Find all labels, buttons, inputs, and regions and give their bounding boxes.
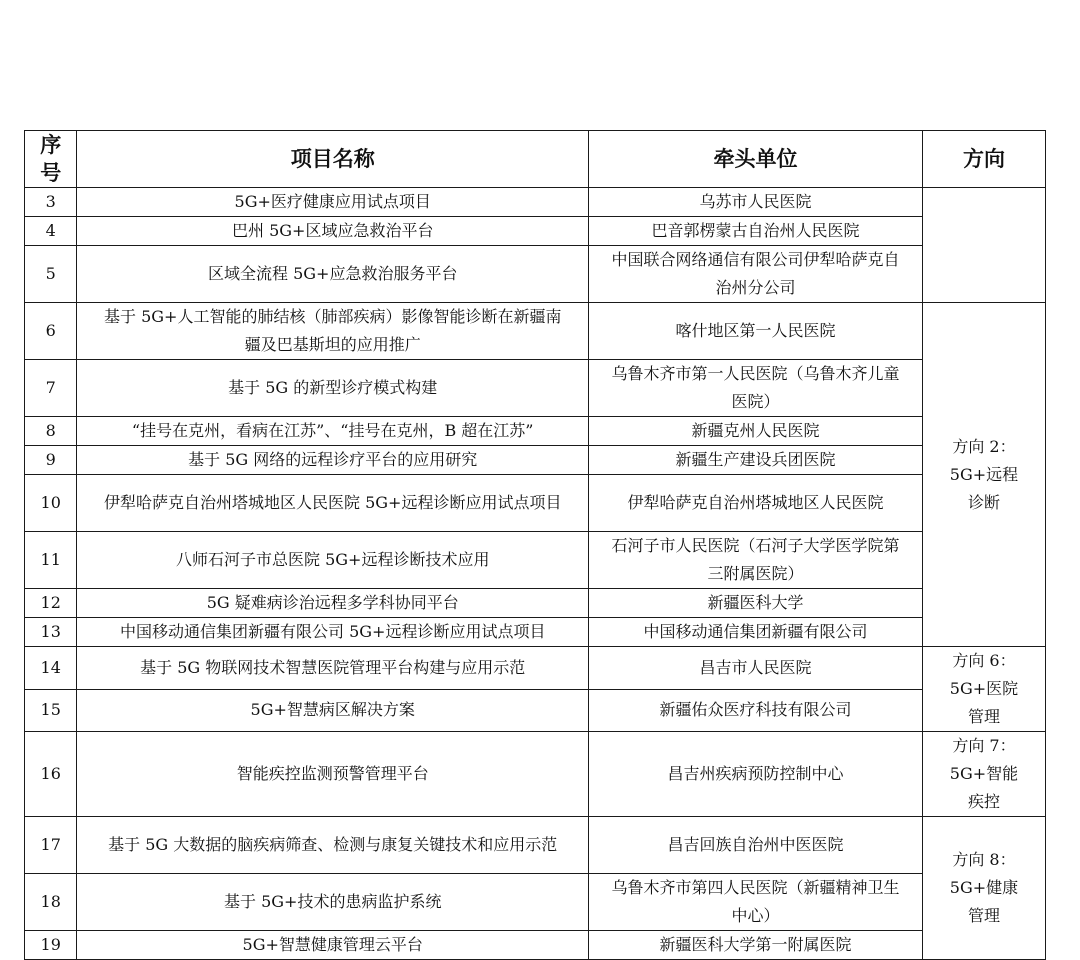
lead-unit: 新疆医科大学第一附属医院	[589, 931, 923, 960]
lead-unit: 新疆生产建设兵团医院	[589, 446, 923, 475]
header-project-name: 项目名称	[77, 131, 589, 188]
row-number: 6	[25, 303, 77, 360]
lead-unit: 石河子市人民医院（石河子大学医学院第三附属医院）	[589, 532, 923, 589]
project-name: 基于 5G+技术的患病监护系统	[77, 874, 589, 931]
lead-unit: 昌吉市人民医院	[589, 647, 923, 690]
project-name: 5G+医疗健康应用试点项目	[77, 188, 589, 217]
project-name: 巴州 5G+区域应急救治平台	[77, 217, 589, 246]
direction-smart-disease-control: 方向 7：5G+智能疾控	[922, 732, 1045, 817]
header-row	[25, 131, 1046, 188]
direction-health-management: 方向 8：5G+健康管理	[922, 817, 1045, 960]
project-name: “挂号在克州，看病在江苏”、“挂号在克州，B 超在江苏”	[77, 417, 589, 446]
project-name: 中国移动通信集团新疆有限公司 5G+远程诊断应用试点项目	[77, 618, 589, 647]
table-row	[25, 647, 1046, 690]
table-row	[25, 217, 1046, 246]
row-number: 9	[25, 446, 77, 475]
lead-unit: 昌吉州疾病预防控制中心	[589, 732, 923, 817]
lead-unit: 中国移动通信集团新疆有限公司	[589, 618, 923, 647]
row-number: 5	[25, 246, 77, 303]
project-name: 基于 5G+人工智能的肺结核（肺部疾病）影像智能诊断在新疆南疆及巴基斯坦的应用推广	[77, 303, 589, 360]
lead-unit: 巴音郭楞蒙古自治州人民医院	[589, 217, 923, 246]
row-number: 18	[25, 874, 77, 931]
project-name: 基于 5G 大数据的脑疾病筛查、检测与康复关键技术和应用示范	[77, 817, 589, 874]
table-row	[25, 446, 1046, 475]
project-name: 5G+智慧病区解决方案	[77, 689, 589, 732]
project-name: 基于 5G 的新型诊疗模式构建	[77, 360, 589, 417]
lead-unit: 新疆佑众医疗科技有限公司	[589, 689, 923, 732]
row-number: 12	[25, 589, 77, 618]
row-number: 16	[25, 732, 77, 817]
row-number: 8	[25, 417, 77, 446]
lead-unit: 伊犁哈萨克自治州塔城地区人民医院	[589, 475, 923, 532]
table-row	[25, 532, 1046, 589]
project-name: 智能疾控监测预警管理平台	[77, 732, 589, 817]
row-number: 10	[25, 475, 77, 532]
table-row	[25, 360, 1046, 417]
row-number: 7	[25, 360, 77, 417]
table-row	[25, 417, 1046, 446]
lead-unit: 新疆医科大学	[589, 589, 923, 618]
project-name: 区域全流程 5G+应急救治服务平台	[77, 246, 589, 303]
project-name: 基于 5G 物联网技术智慧医院管理平台构建与应用示范	[77, 647, 589, 690]
row-number: 17	[25, 817, 77, 874]
table-row	[25, 589, 1046, 618]
project-name: 5G+智慧健康管理云平台	[77, 931, 589, 960]
row-number: 3	[25, 188, 77, 217]
lead-unit: 新疆克州人民医院	[589, 417, 923, 446]
project-name: 伊犁哈萨克自治州塔城地区人民医院 5G+远程诊断应用试点项目	[77, 475, 589, 532]
header-lead-unit: 牵头单位	[589, 131, 923, 188]
table-row	[25, 689, 1046, 732]
row-number: 11	[25, 532, 77, 589]
table-row	[25, 874, 1046, 931]
row-number: 15	[25, 689, 77, 732]
lead-unit: 喀什地区第一人民医院	[589, 303, 923, 360]
table-row	[25, 188, 1046, 217]
lead-unit: 乌鲁木齐市第一人民医院（乌鲁木齐儿童医院）	[589, 360, 923, 417]
project-name: 5G 疑难病诊治远程多学科协同平台	[77, 589, 589, 618]
header-direction: 方向	[922, 131, 1045, 188]
direction-cell-empty	[922, 188, 1045, 303]
lead-unit: 乌苏市人民医院	[589, 188, 923, 217]
row-number: 4	[25, 217, 77, 246]
lead-unit: 昌吉回族自治州中医医院	[589, 817, 923, 874]
direction-remote-diagnosis: 方向 2：5G+远程诊断	[922, 303, 1045, 647]
project-table	[24, 130, 1046, 960]
project-name: 八师石河子市总医院 5G+远程诊断技术应用	[77, 532, 589, 589]
project-name: 基于 5G 网络的远程诊疗平台的应用研究	[77, 446, 589, 475]
header-serial-number: 序号	[25, 131, 77, 188]
table-row	[25, 246, 1046, 303]
table-row	[25, 475, 1046, 532]
lead-unit: 乌鲁木齐市第四人民医院（新疆精神卫生中心）	[589, 874, 923, 931]
table-row	[25, 618, 1046, 647]
row-number: 14	[25, 647, 77, 690]
table-row	[25, 732, 1046, 817]
table-row	[25, 931, 1046, 960]
direction-hospital-management: 方向 6：5G+医院管理	[922, 647, 1045, 732]
row-number: 19	[25, 931, 77, 960]
row-number: 13	[25, 618, 77, 647]
table-row	[25, 303, 1046, 360]
table-row	[25, 817, 1046, 874]
lead-unit: 中国联合网络通信有限公司伊犁哈萨克自治州分公司	[589, 246, 923, 303]
